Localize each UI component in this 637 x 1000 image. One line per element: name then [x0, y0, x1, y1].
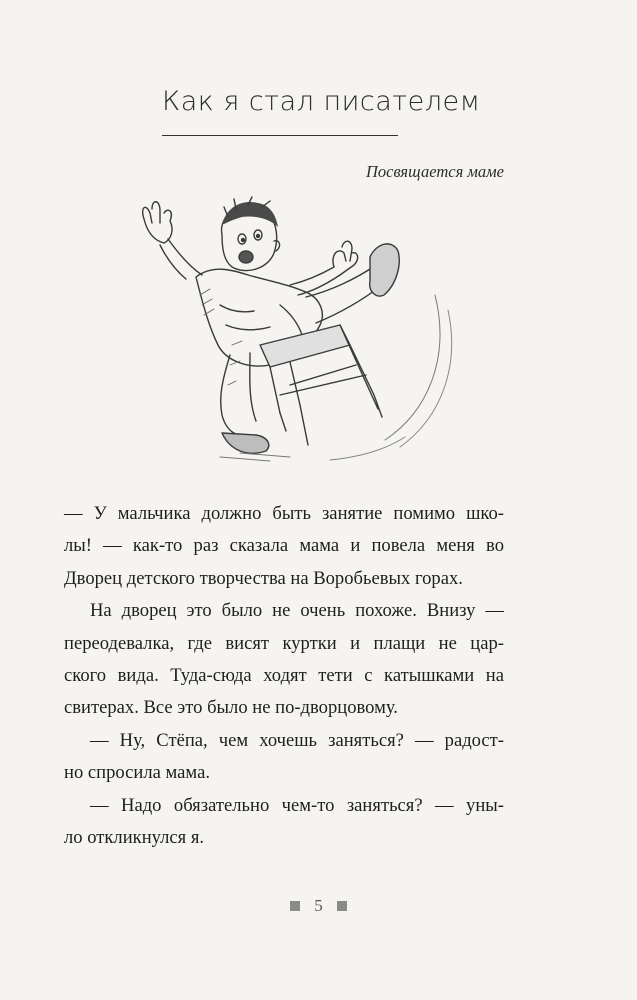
dedication: Посвящается маме	[366, 162, 504, 181]
text-line: — Надо обязательно чем-то заняться? — уны-	[90, 794, 504, 816]
text-line: ского вида. Туда-сюда ходят тети с катышками на	[64, 665, 504, 687]
title-underline	[162, 135, 398, 136]
text-line: свитерах. Все это было не по-дворцовому.	[64, 697, 398, 719]
text-line: лы! — как-то раз сказала мама и повела меня во	[64, 535, 504, 557]
text-line: переодевалка, где висят куртки и плащи не цар-	[64, 632, 504, 654]
text-line: Дворец детского творчества на Воробьевых горах.	[64, 567, 463, 589]
chapter-title: Как я стал писателем	[162, 86, 481, 117]
text-line: ло откликнулся я.	[64, 827, 205, 849]
boy-falling-off-chair-illustration	[130, 195, 480, 475]
text-line: На дворец это было не очень похоже. Внизу —	[90, 600, 504, 622]
text-line: — Ну, Стёпа, чем хочешь заняться? — радост-	[90, 729, 504, 751]
chapter-body	[64, 498, 504, 854]
page-number: 5	[314, 896, 323, 915]
square-ornament-icon	[337, 901, 347, 911]
square-ornament-icon	[290, 901, 300, 911]
text-line: — У мальчика должно быть занятие помимо шко-	[64, 503, 504, 524]
page-footer	[0, 894, 637, 918]
text-line: но спросила мама.	[64, 762, 210, 784]
